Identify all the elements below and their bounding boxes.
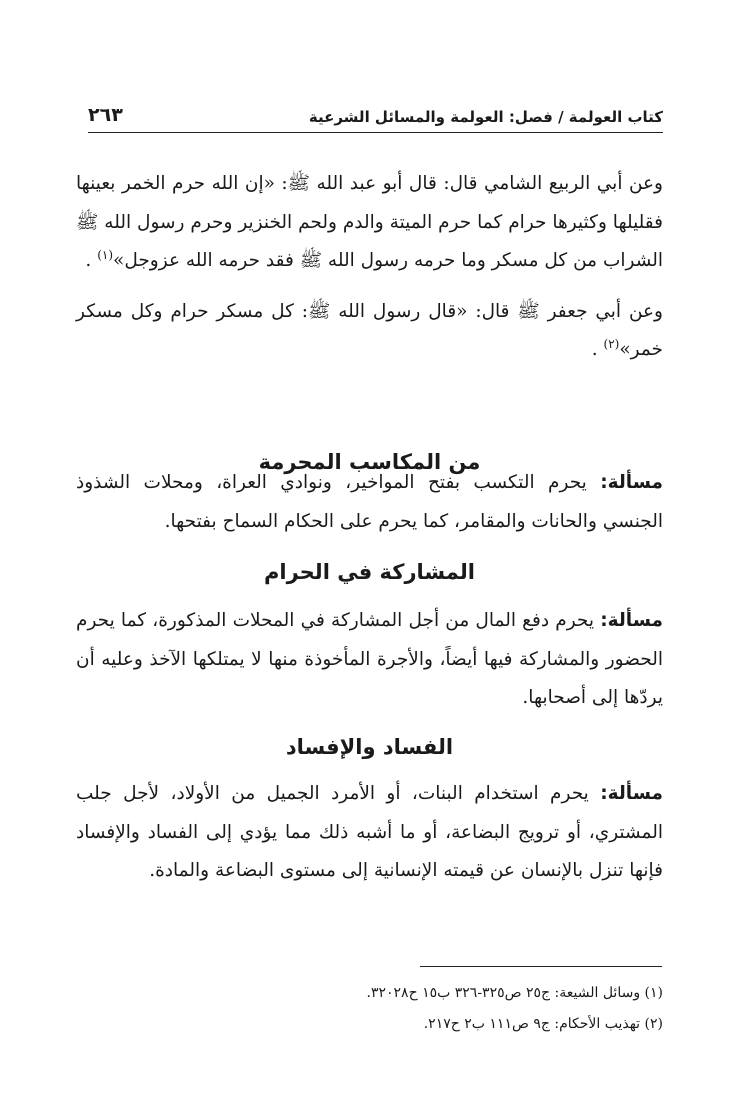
running-title: كتاب العولمة / فصل: العولمة والمسائل الشرعية — [308, 108, 663, 126]
footnote-1: (١) وسائل الشيعة: ج٢٥ ص٣٢٥-٣٢٦ ب١٥ ح٣٢٠٢٨. — [366, 985, 663, 1001]
section-heading-2: المشاركة في الحرام — [264, 560, 475, 584]
mas-ala-label-3: مسألة: — [600, 783, 663, 804]
footnote-divider — [420, 966, 662, 967]
intro-block — [76, 165, 663, 370]
footnotes — [76, 978, 663, 1040]
hadith-text-2: وعن أبي جعفر ﷺ قال: «قال رسول الله ﷺ: كل مسكر حرام وكل مسكر خمر» — [76, 300, 663, 360]
hadith-text-1: وعن أبي الربيع الشامي قال: قال أبو عبد الله ﷺ: «إن الله حرم الخمر بعينها فقليلها وكثيرها حرام كما حرم الميتة والدم ولحم الخنزير وحرم رسول الله ﷺ الشراب من كل مسكر وما حرمه رسول الله ﷺ فقد حرمه الله عزوجل» — [76, 173, 663, 271]
mas-ala-paragraph-3 — [76, 775, 663, 891]
section-heading-3: الفساد والإفساد — [285, 735, 454, 759]
mas-ala-text-2: يحرم دفع المال من أجل المشاركة في المحلات المذكورة، كما يحرم الحضور والمشاركة فيها أيضاً، والأجرة المأخوذة منها لا يمتلكها الآخذ وعليه أن يردّها إلى أصحابها. — [76, 610, 663, 708]
section-3-body — [76, 775, 663, 891]
hadith-paragraph-2 — [76, 293, 663, 370]
footnote-ref-2: (٢) — [603, 336, 620, 351]
footnote-ref-1: (١) — [97, 247, 114, 262]
section-heading-1: من المكاسب المحرمة — [258, 450, 481, 474]
page-header — [88, 96, 663, 133]
mas-ala-text-1: يحرم التكسب بفتح المواخير، ونوادي العراة، ومحلات الشذوذ الجنسي والحانات والمقامر، كما يحرم على الحكام السماح بفتحها. — [76, 472, 663, 532]
mas-ala-label-2: مسألة: — [600, 610, 663, 631]
mas-ala-paragraph-2 — [76, 602, 663, 718]
section-2-body — [76, 602, 663, 718]
mas-ala-text-3: يحرم استخدام البنات، أو الأمرد الجميل من الأولاد، لأجل جلب المشتري، أو ترويج البضاعة، أو ما أشبه ذلك مما يؤدي إلى الفساد والإفساد فإنها تنزل بالإنسان عن قيمته الإنسانية إلى مستوى البضاعة والمادة. — [76, 783, 663, 881]
mas-ala-paragraph-1 — [76, 464, 663, 541]
end-mark-1: . — [85, 250, 92, 271]
page-number: ٢٦٣ — [88, 104, 123, 126]
end-mark-2: . — [591, 339, 598, 360]
mas-ala-label-1: مسألة: — [600, 472, 663, 493]
hadith-paragraph-1 — [76, 165, 663, 281]
section-1-body — [76, 464, 663, 541]
footnote-2: (٢) تهذيب الأحكام: ج٩ ص١١١ ب٢ ح٢١٧. — [423, 1016, 663, 1032]
